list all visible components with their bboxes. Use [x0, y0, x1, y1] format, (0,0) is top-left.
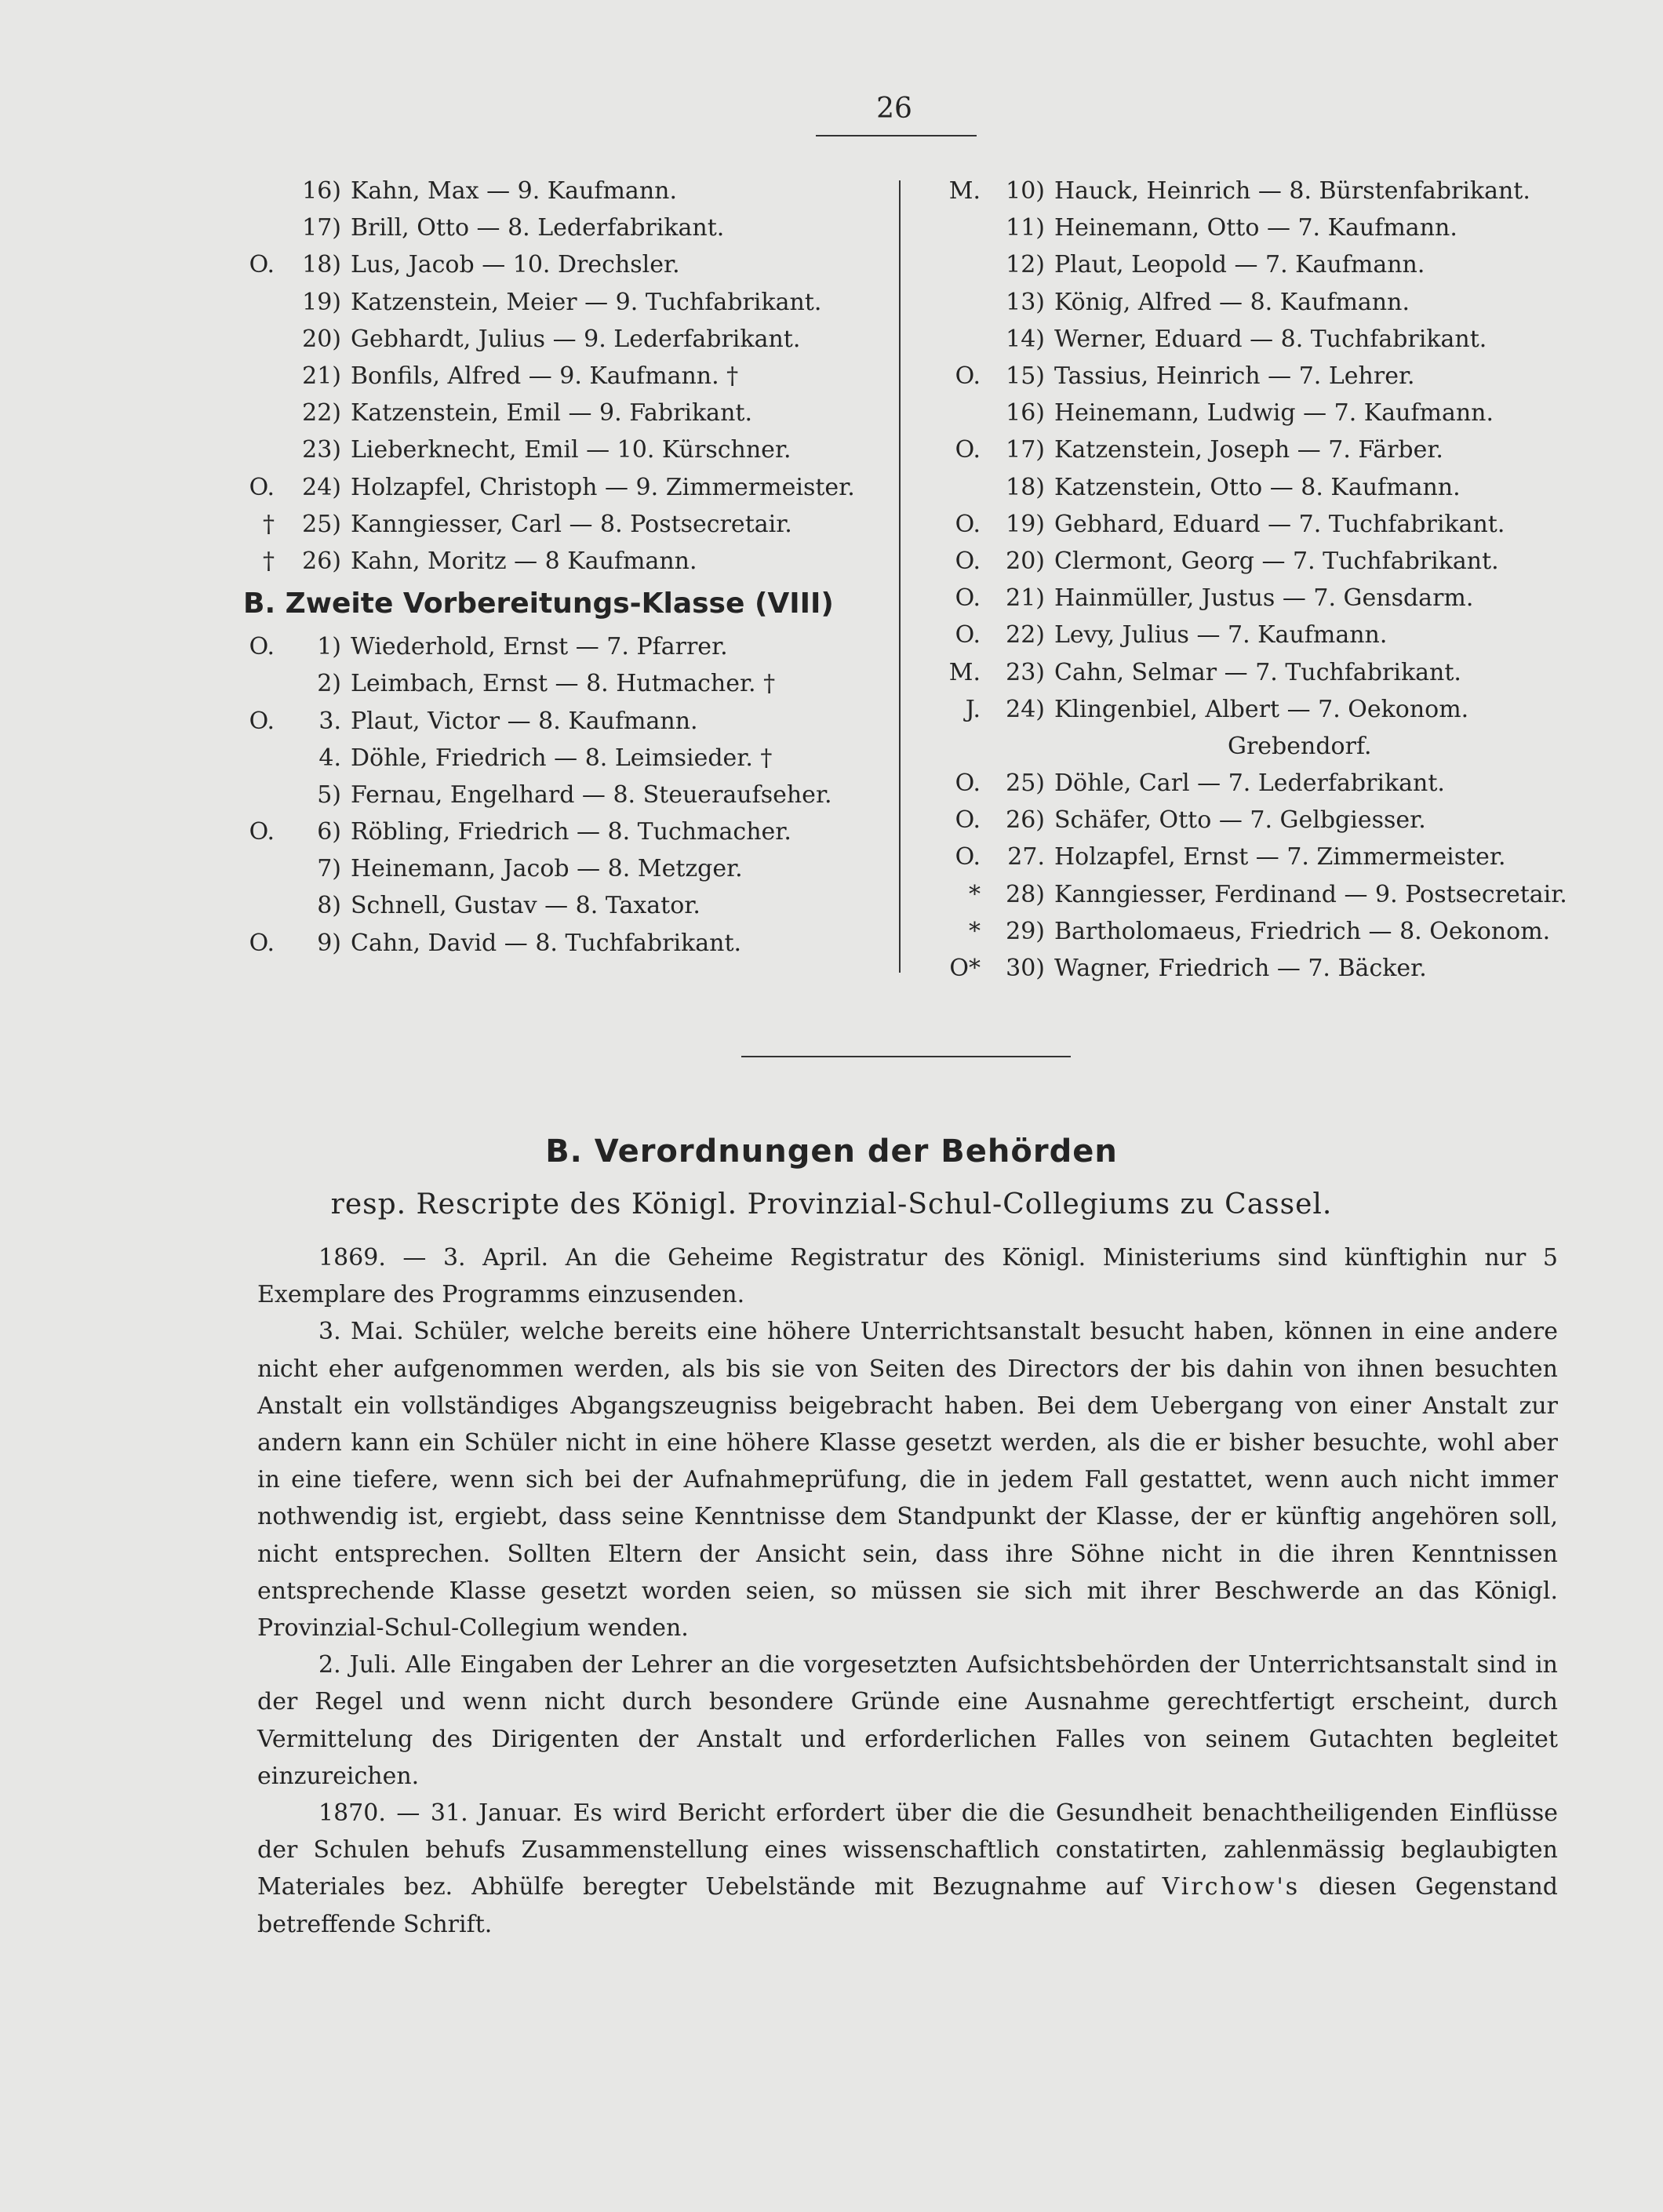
list-item	[926, 469, 1569, 506]
paragraph-text: 1870. — 31. Januar. Es wird Bericht erfordert über die die Gesundheit benachtheiligenden Einflüsse der Schulen behufs Zusammenstellung eines wissenschaftlich constatirten, zahlenmässig beglaubigten Materiales bez. Abhülfe beregter Uebelstände mit Bezugnahme auf	[257, 1799, 1558, 1901]
list-item	[227, 702, 894, 739]
paragraph-july: 2. Juli. Alle Eingaben der Lehrer an die vorgesetzten Aufsichtsbehörden der Unterrichtsanstalt sind in der Regel und wenn nicht durch besondere Gründe eine Ausnahme gerechtfertigt erscheint, durch Vermittelung des Dirigenten der Anstalt und erforderlichen Falles von seinem Gutachten begleitet einzureichen.	[257, 1651, 1558, 1790]
entry-continuation: Grebendorf.	[1228, 732, 1372, 760]
entry-number: 17)	[302, 214, 341, 242]
entry-mark: O*	[949, 955, 981, 983]
entry-number: 18)	[302, 251, 341, 279]
entry-number: 23)	[1006, 658, 1045, 686]
entry-number: 27.	[1007, 843, 1045, 871]
list-item	[926, 284, 1569, 321]
entry-number: 15)	[1006, 362, 1045, 391]
paragraph-text: diesen Gegenstand betreffende Schrift.	[257, 1873, 1558, 1938]
entry-text: Kanngiesser, Ferdinand — 9. Postsecretair.	[1054, 880, 1567, 908]
entry-text: Bonfils, Alfred — 9. Kaufmann. †	[351, 362, 739, 391]
entry-number: 16)	[302, 177, 341, 206]
entry-mark: M.	[948, 658, 981, 686]
list-item	[227, 358, 894, 395]
entry-number: 18)	[1006, 473, 1045, 501]
entry-number: 21)	[302, 362, 341, 391]
entry-text: Lus, Jacob — 10. Drechsler.	[351, 251, 680, 279]
list-item	[227, 321, 894, 358]
entry-mark: O.	[955, 362, 981, 391]
entry-text: Cahn, David — 8. Tuchfabrikant.	[351, 929, 742, 957]
column-divider	[899, 180, 901, 973]
entry-text: Döhle, Friedrich — 8. Leimsieder. †	[351, 744, 773, 772]
entry-number: 19)	[302, 288, 341, 316]
entry-number: 24)	[302, 473, 341, 501]
list-item	[227, 209, 894, 246]
list-item	[926, 950, 1569, 987]
entry-mark: O.	[249, 473, 275, 501]
entry-text: Heinemann, Jacob — 8. Metzger.	[351, 855, 743, 883]
list-item	[926, 395, 1569, 431]
list-item	[227, 246, 894, 283]
entry-mark: O.	[955, 769, 981, 798]
author-name: Virchow's	[1162, 1873, 1301, 1901]
list-item	[926, 876, 1569, 913]
entry-text: Kahn, Moritz — 8 Kaufmann.	[351, 547, 697, 575]
entry-text: Schäfer, Otto — 7. Gelbgiesser.	[1054, 806, 1426, 835]
entry-mark: M.	[948, 177, 981, 206]
entry-text: Röbling, Friedrich — 8. Tuchmacher.	[351, 818, 791, 846]
entry-text: Heinemann, Otto — 7. Kaufmann.	[1054, 214, 1457, 242]
entry-number: 4.	[318, 744, 341, 772]
list-item	[926, 173, 1569, 209]
entry-text: Cahn, Selmar — 7. Tuchfabrikant.	[1054, 658, 1461, 686]
list-item	[227, 543, 894, 580]
student-list-left-a	[227, 173, 894, 580]
entry-mark: O.	[249, 929, 275, 957]
entry-mark: *	[969, 880, 981, 908]
student-list-right-a	[926, 173, 1569, 728]
list-item	[926, 691, 1569, 728]
entry-number: 19)	[1006, 510, 1045, 538]
entry-mark: †	[263, 510, 275, 538]
entry-text: Tassius, Heinrich — 7. Lehrer.	[1054, 362, 1415, 391]
left-column	[227, 173, 894, 962]
list-item	[926, 913, 1569, 950]
entry-text: Leimbach, Ernst — 8. Hutmacher. †	[351, 670, 776, 698]
list-item	[926, 358, 1569, 395]
paragraph-may: 3. Mai. Schüler, welche bereits eine höhere Unterrichtsanstalt besucht haben, können in eine andere nicht eher aufgenommen werden, als bis sie von Seiten des Directors der bis dahin von ihnen besuchten Anstalt ein vollständiges Abgangszeugniss beigebracht haben. Bei dem Uebergang von einer Anstalt zur andern kann ein Schüler nicht in eine höhere Klasse gesetzt werden, als die er bisher besuchte, wohl aber in eine tiefere, wenn sich bei der Aufnahmeprüfung, die in jedem Fall gestattet, wenn auch nicht immer nothwendig ist, ergiebt, dass seine Kenntnisse dem Standpunkt der Klasse, der er künftig angehören soll, nicht entsprechen. Sollten Eltern der Ansicht sein, dass ihre Söhne nicht in die ihren Kenntnissen entsprechende Klasse gesetzt worden seien, so müssen sie sich mit ihrer Beschwerde an das Königl. Provinzial-Schul-Collegium wenden.	[257, 1318, 1558, 1643]
list-item	[227, 469, 894, 506]
entry-number: 7)	[317, 855, 341, 883]
right-column	[926, 173, 1569, 987]
section-subtitle: resp. Rescripte des Königl. Provinzial-Schul-Collegiums zu Cassel.	[330, 1188, 1333, 1221]
header-rule	[816, 135, 977, 136]
entry-text: Levy, Julius — 7. Kaufmann.	[1054, 621, 1388, 649]
section-divider-rule	[741, 1056, 1071, 1057]
entry-text: Plaut, Leopold — 7. Kaufmann.	[1054, 251, 1425, 279]
entry-mark: O.	[955, 436, 981, 464]
list-item	[227, 628, 894, 665]
entry-mark: O.	[955, 547, 981, 575]
list-item	[926, 617, 1569, 653]
list-item	[926, 209, 1569, 246]
entry-mark: O.	[955, 621, 981, 649]
student-list-left-b	[227, 628, 894, 962]
entry-text: Döhle, Carl — 7. Lederfabrikant.	[1054, 769, 1445, 798]
entry-number: 11)	[1006, 214, 1045, 242]
entry-text: Klingenbiel, Albert — 7. Oekonom.	[1054, 695, 1469, 723]
list-item	[227, 777, 894, 813]
entry-mark: J.	[965, 695, 981, 723]
entry-number: 21)	[1006, 584, 1045, 613]
entry-mark: O.	[249, 707, 275, 735]
list-item	[926, 839, 1569, 875]
entry-text: Schnell, Gustav — 8. Taxator.	[351, 892, 700, 920]
list-item	[926, 653, 1569, 690]
list-item	[227, 740, 894, 777]
list-item	[926, 431, 1569, 468]
entry-text: Lieberknecht, Emil — 10. Kürschner.	[351, 436, 791, 464]
entry-text: Hainmüller, Justus — 7. Gensdarm.	[1054, 584, 1474, 613]
list-item	[227, 887, 894, 924]
entry-number: 2)	[317, 670, 341, 698]
list-item	[926, 580, 1569, 617]
entry-text: Fernau, Engelhard — 8. Steueraufseher.	[351, 780, 832, 809]
entry-text: Holzapfel, Ernst — 7. Zimmermeister.	[1054, 843, 1506, 871]
list-item	[227, 506, 894, 543]
entry-number: 22)	[1006, 621, 1045, 649]
entry-number: 25)	[302, 510, 341, 538]
entry-number: 14)	[1006, 325, 1045, 353]
entry-number: 17)	[1006, 436, 1045, 464]
entry-number: 16)	[1006, 399, 1045, 427]
student-list-right-b	[926, 765, 1569, 987]
list-item	[227, 395, 894, 431]
entry-text: Katzenstein, Joseph — 7. Färber.	[1054, 436, 1443, 464]
entry-text: Holzapfel, Christoph — 9. Zimmermeister.	[351, 473, 855, 501]
entry-mark: O.	[249, 633, 275, 661]
entry-text: Katzenstein, Meier — 9. Tuchfabrikant.	[351, 288, 822, 316]
entry-number: 6)	[317, 818, 341, 846]
entry-number: 10)	[1006, 177, 1045, 206]
entry-text: Plaut, Victor — 8. Kaufmann.	[351, 707, 698, 735]
entry-number: 5)	[317, 780, 341, 809]
entry-mark: O.	[955, 510, 981, 538]
entry-mark: †	[263, 547, 275, 575]
list-item	[227, 813, 894, 850]
entry-number: 23)	[302, 436, 341, 464]
entry-number: 1)	[317, 633, 341, 661]
section-title: B. Verordnungen der Behörden	[545, 1133, 1118, 1170]
entry-mark: O.	[955, 843, 981, 871]
entry-text: Werner, Eduard — 8. Tuchfabrikant.	[1054, 325, 1487, 353]
entry-number: 26)	[302, 547, 341, 575]
entry-number: 28)	[1006, 880, 1045, 908]
list-item	[227, 850, 894, 887]
entry-text: Gebhardt, Julius — 9. Lederfabrikant.	[351, 325, 801, 353]
entry-text: König, Alfred — 8. Kaufmann.	[1054, 288, 1410, 316]
entry-text: Heinemann, Ludwig — 7. Kaufmann.	[1054, 399, 1494, 427]
entry-text: Katzenstein, Emil — 9. Fabrikant.	[351, 399, 752, 427]
list-item	[926, 321, 1569, 358]
page-number: 26	[876, 93, 912, 125]
entry-text: Clermont, Georg — 7. Tuchfabrikant.	[1054, 547, 1499, 575]
entry-text: Kanngiesser, Carl — 8. Postsecretair.	[351, 510, 792, 538]
entry-number: 26)	[1006, 806, 1045, 835]
list-item	[926, 543, 1569, 580]
entry-number: 8)	[317, 892, 341, 920]
entry-text: Kahn, Max — 9. Kaufmann.	[351, 177, 678, 206]
entry-mark: O.	[249, 251, 275, 279]
entry-number: 13)	[1006, 288, 1045, 316]
class-heading: B. Zweite Vorbereitungs-Klasse (VIII)	[243, 588, 834, 620]
entry-number: 30)	[1006, 955, 1045, 983]
entry-mark: O.	[249, 818, 275, 846]
list-item	[926, 765, 1569, 802]
entry-number: 20)	[1006, 547, 1045, 575]
entry-number: 22)	[302, 399, 341, 427]
entry-mark: *	[969, 917, 981, 945]
entry-text: Katzenstein, Otto — 8. Kaufmann.	[1054, 473, 1461, 501]
list-item	[926, 802, 1569, 839]
list-item	[227, 284, 894, 321]
list-item	[926, 506, 1569, 543]
entry-text: Bartholomaeus, Friedrich — 8. Oekonom.	[1054, 917, 1551, 945]
entry-mark: O.	[955, 806, 981, 835]
list-item	[227, 173, 894, 209]
entry-text: Brill, Otto — 8. Lederfabrikant.	[351, 214, 725, 242]
list-item	[227, 925, 894, 962]
paragraph-1869-april: 1869. — 3. April. An die Geheime Registratur des Königl. Ministeriums sind künftighin nur 5 Exemplare des Programms einzusenden.	[257, 1244, 1558, 1309]
entry-number: 3.	[318, 707, 341, 735]
entry-number: 20)	[302, 325, 341, 353]
paragraph-1870-january	[257, 1795, 1558, 1943]
list-item	[926, 246, 1569, 283]
entry-number: 12)	[1006, 251, 1045, 279]
list-item	[227, 431, 894, 468]
entry-number: 29)	[1006, 917, 1045, 945]
entry-number: 24)	[1006, 695, 1045, 723]
entry-text: Wiederhold, Ernst — 7. Pfarrer.	[351, 633, 728, 661]
entry-number: 25)	[1006, 769, 1045, 798]
entry-text: Hauck, Heinrich — 8. Bürstenfabrikant.	[1054, 177, 1530, 206]
entry-text: Wagner, Friedrich — 7. Bäcker.	[1054, 955, 1427, 983]
entry-mark: O.	[955, 584, 981, 613]
list-item	[227, 665, 894, 702]
body-text	[257, 1239, 1558, 1943]
entry-number: 9)	[317, 929, 341, 957]
entry-text: Gebhard, Eduard — 7. Tuchfabrikant.	[1054, 510, 1505, 538]
